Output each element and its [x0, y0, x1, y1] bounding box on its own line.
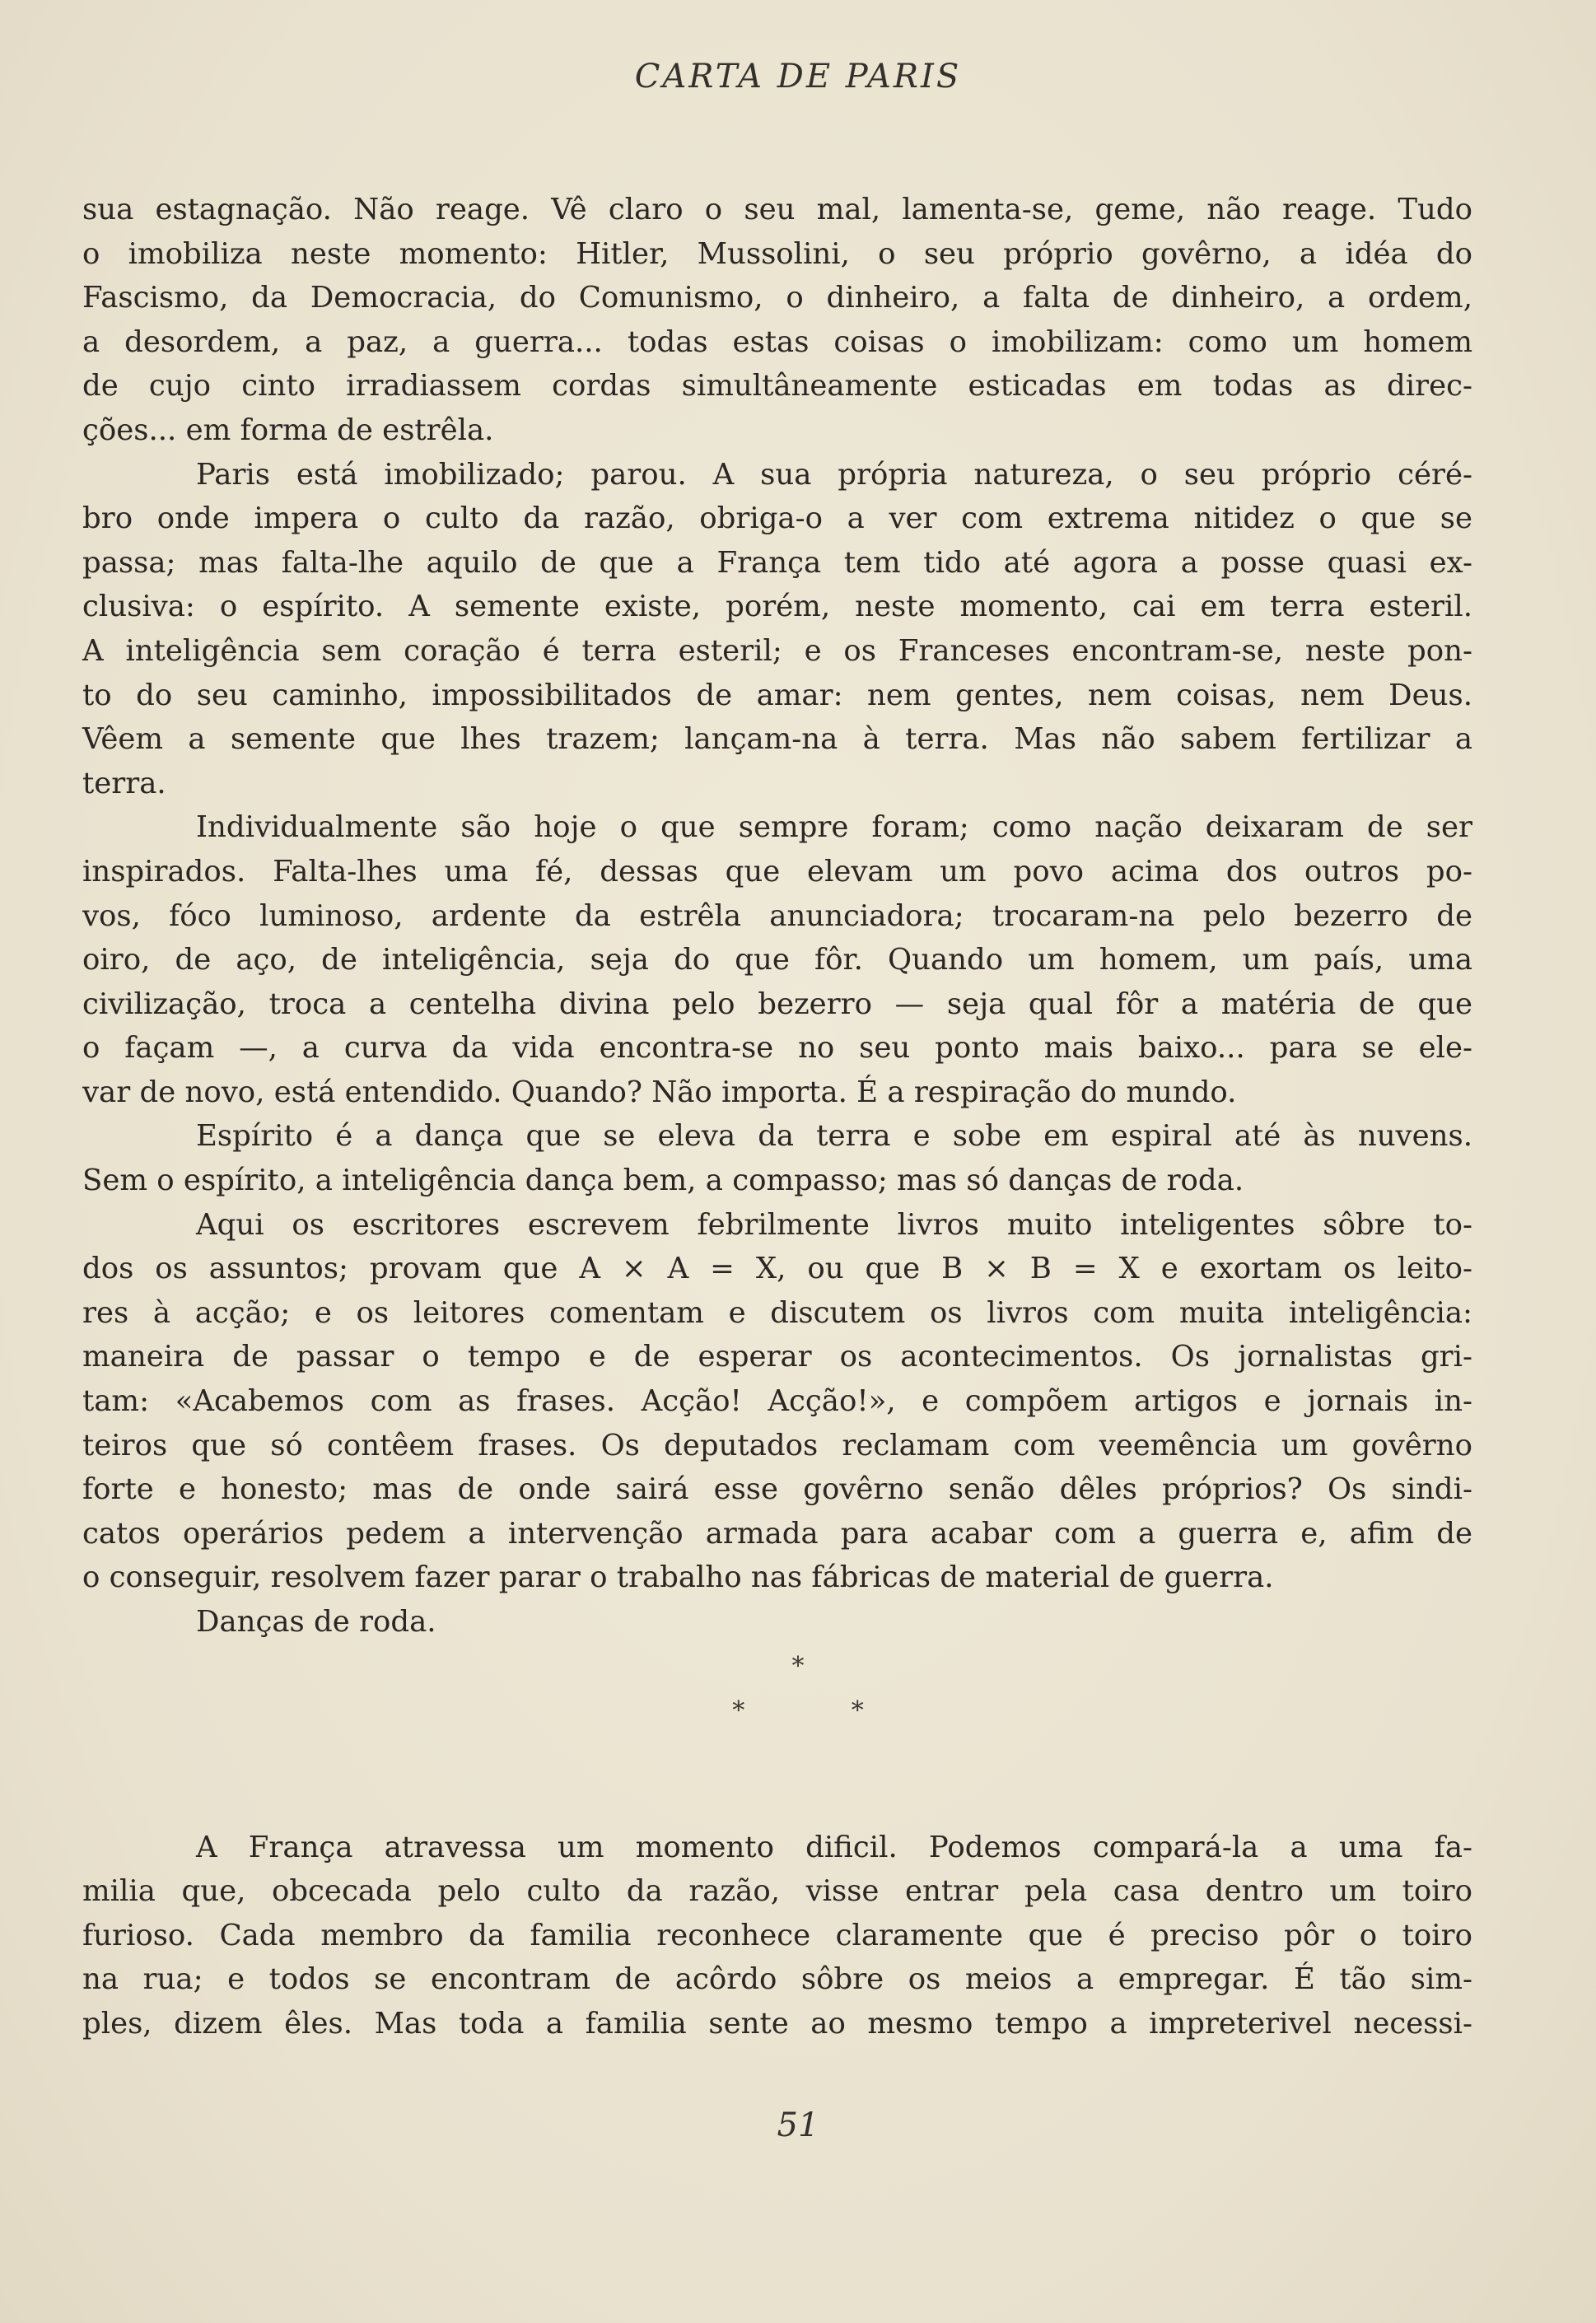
body-text	[82, 188, 1472, 2046]
text-line: passa; mas falta-lhe aquilo de que a França tem tido até agora a posse quasi ex-	[82, 545, 1472, 580]
text-line: Vêem a semente que lhes trazem; lançam-na à terra. Mas não sabem fertilizar a	[82, 722, 1472, 757]
text-line: Danças de roda.	[196, 1605, 436, 1639]
text-line: inspirados. Falta-lhes uma fé, dessas que elevam um povo acima dos outros po-	[82, 854, 1472, 889]
asterism-top	[0, 1652, 1596, 1681]
text-line: forte e honesto; mas de onde sairá esse govêrno senão dêles próprios? Os sindi-	[82, 1472, 1472, 1507]
asterism-bottom	[0, 1696, 1596, 1725]
text-line: Sem o espírito, a inteligência dança bem, a compasso; mas só danças de roda.	[82, 1164, 1244, 1198]
text-line: var de novo, está entendido. Quando? Não importa. É a respiração do mundo.	[82, 1075, 1237, 1109]
text-line: ples, dizem êles. Mas toda a familia sente ao mesmo tempo a impreterivel necessi-	[82, 2006, 1472, 2041]
text-line: clusiva: o espírito. A semente existe, porém, neste momento, cai em terra esteril.	[82, 590, 1472, 624]
text-line: na rua; e todos se encontram de acôrdo sôbre os meios a empregar. É tão sim-	[82, 1962, 1472, 1997]
text-line: maneira de passar o tempo e de esperar os acontecimentos. Os jornalistas gri-	[82, 1340, 1472, 1374]
running-title: CARTA DE PARIS	[634, 58, 962, 96]
text-line: ções... em forma de estrêla.	[82, 413, 494, 447]
star-ornament: *	[851, 1696, 864, 1725]
text-line: dos os assuntos; provam que A × A = X, ou que B × B = X e exortam os leito-	[82, 1252, 1472, 1286]
text-line: de cujo cinto irradiassem cordas simultâneamente esticadas em todas as direc-	[82, 369, 1472, 403]
text-line: Espírito é a dança que se eleva da terra e sobe em espiral até às nuvens.	[196, 1119, 1472, 1154]
text-line: furioso. Cada membro da familia reconhece claramente que é preciso pôr o toiro	[82, 1918, 1472, 1952]
text-line: tam: «Acabemos com as frases. Acção! Acção!», e compõem artigos e jornais in-	[82, 1384, 1472, 1419]
text-line: o conseguir, resolvem fazer parar o trabalho nas fábricas de material de guerra.	[82, 1560, 1274, 1595]
text-line: catos operários pedem a intervenção armada para acabar com a guerra e, afim de	[82, 1516, 1472, 1551]
star-ornament: *	[791, 1652, 805, 1681]
text-line: o imobiliza neste momento: Hitler, Mussolini, o seu próprio govêrno, a idéa do	[82, 236, 1472, 271]
text-line: terra.	[82, 766, 166, 800]
star-ornament: *	[732, 1696, 745, 1725]
text-line: bro onde impera o culto da razão, obriga-o a ver com extrema nitidez o que se	[82, 501, 1472, 536]
text-line: Paris está imobilizado; parou. A sua própria natureza, o seu próprio céré-	[196, 457, 1472, 492]
text-line: to do seu caminho, impossibilitados de amar: nem gentes, nem coisas, nem Deus.	[82, 678, 1472, 712]
text-line: A França atravessa um momento dificil. Podemos compará-la a uma fa-	[196, 1830, 1472, 1864]
text-line: Aqui os escritores escrevem febrilmente livros muito inteligentes sôbre to-	[196, 1207, 1472, 1242]
text-line: oiro, de aço, de inteligência, seja do que fôr. Quando um homem, um país, uma	[82, 943, 1472, 977]
text-line: milia que, obcecada pelo culto da razão, visse entrar pela casa dentro um toiro	[82, 1874, 1472, 1909]
text-line: a desordem, a paz, a guerra... todas estas coisas o imobilizam: como um homem	[82, 324, 1472, 359]
text-line: o façam —, a curva da vida encontra-se no seu ponto mais baixo... para se ele-	[82, 1031, 1472, 1066]
text-line: vos, fóco luminoso, ardente da estrêla anunciadora; trocaram-na pelo bezerro de	[82, 898, 1472, 933]
text-line: Individualmente são hoje o que sempre foram; como nação deixaram de ser	[196, 810, 1472, 845]
page-number: 51	[777, 2106, 819, 2144]
text-line: Fascismo, da Democracia, do Comunismo, o dinheiro, a falta de dinheiro, a ordem,	[82, 281, 1472, 315]
text-line: teiros que só contêem frases. Os deputados reclamam com veemência um govêrno	[82, 1428, 1472, 1462]
text-line: res à acção; e os leitores comentam e discutem os livros com muita inteligência:	[82, 1295, 1472, 1330]
text-line: civilização, troca a centelha divina pelo bezerro — seja qual fôr a matéria de que	[82, 987, 1472, 1021]
text-line: A inteligência sem coração é terra esteril; e os Franceses encontram-se, neste pon-	[82, 633, 1472, 668]
text-line: sua estagnação. Não reage. Vê claro o seu mal, lamenta-se, geme, não reage. Tudo	[82, 193, 1472, 226]
